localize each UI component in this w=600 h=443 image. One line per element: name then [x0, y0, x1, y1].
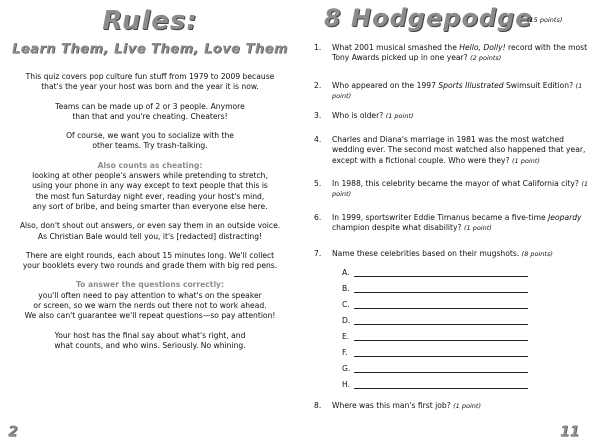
- answer-line: [354, 276, 528, 277]
- answer-line: [354, 292, 528, 293]
- answer-row[interactable]: H.: [342, 380, 562, 390]
- answer-row[interactable]: A.: [342, 268, 562, 278]
- rules-paragraph: Teams can be made up of 2 or 3 people. Anymore than that and you're cheating. Cheaters!: [55, 101, 245, 121]
- cheating-heading: Also counts as cheating:: [97, 160, 203, 170]
- answer-line: [354, 340, 528, 341]
- rules-paragraph: Your host has the final say about what's right, and what counts, and who wins. Seriously. No whining.: [54, 330, 246, 350]
- answer-heading: To answer the questions correctly:: [75, 280, 225, 290]
- answer-line: [354, 372, 528, 373]
- answer-row[interactable]: B.: [342, 284, 562, 294]
- answer-row[interactable]: G.: [342, 364, 562, 374]
- answer-row[interactable]: F.: [342, 348, 562, 358]
- answer-line: [354, 324, 528, 325]
- answer-row[interactable]: E.: [342, 332, 562, 342]
- rules-subtitle: Learn Them, Live Them, Love Them: [11, 42, 289, 57]
- rules-paragraph: looking at other people's answers while pretending to stretch, using your phone in any way except to text people that this is the most fun Saturday night ever, reading your host's mind, any sort of bribe, and being smarter than everyone else here.: [32, 171, 268, 211]
- rules-paragraph: This quiz covers pop culture fun stuff from 1979 to 2009 because that's the year your host was born and the year it is now.: [25, 72, 275, 92]
- rules-paragraph: Of course, we want you to socialize with the other teams. Try trash-talking.: [66, 131, 234, 151]
- answer-row[interactable]: C.: [342, 300, 562, 310]
- page-number-right: 11: [560, 424, 580, 440]
- answer-line: [354, 388, 528, 389]
- answer-line: [354, 308, 528, 309]
- rules-title: Rules:: [102, 6, 198, 36]
- answer-line: [354, 356, 528, 357]
- rules-paragraph: Also, don't shout out answers, or even say them in an outside voice. As Christian Bale would tell you, it's [redacted] distracting!: [19, 221, 281, 241]
- round-title: 8 Hodgepodge: [324, 4, 533, 32]
- rules-body: [12, 72, 288, 360]
- answer-row[interactable]: D.: [342, 316, 562, 326]
- rules-paragraph: you'll often need to pay attention to what's on the speaker or screen, so we warn the nerds out there not to work ahead. We also can't guarantee we'll repeat questions—so pay attention!: [24, 290, 276, 321]
- page-number-left: 2: [8, 424, 18, 440]
- round-points: (15 points): [527, 16, 563, 24]
- right-page: 8 Hodgepodge (15 points) 1. What 2001 musical smashed the Hello, Dolly! record with the most Tony Awards picked up in one year? (2 points) 2. Who appeared on the 1997 Sports Illustrated Swimsuit Edition? (1 point) 3. Who is older? (1 point) 4. Charles and Diana's marriage in 1981 was the most watched wedding ever. The second most watched also happened that year, except with a fictional couple. Who were they? (1 point) 5. In 1988, this celebrity became the mayor of what California city? (1 point) 6. In 1999, sportswriter Eddie Timanus became a five-time Jeopardy champion despite what disability? (1 point) 7. Name these celebrities based on their mugshots. (8 points) 8. Where was this man's first job? (1 point) A. B. C. D. E. F. G. H. 11: [314, 4, 589, 440]
- rules-paragraph: There are eight rounds, each about 15 minutes long. We'll collect your booklets every two rounds and grade them with big red pens.: [22, 250, 278, 271]
